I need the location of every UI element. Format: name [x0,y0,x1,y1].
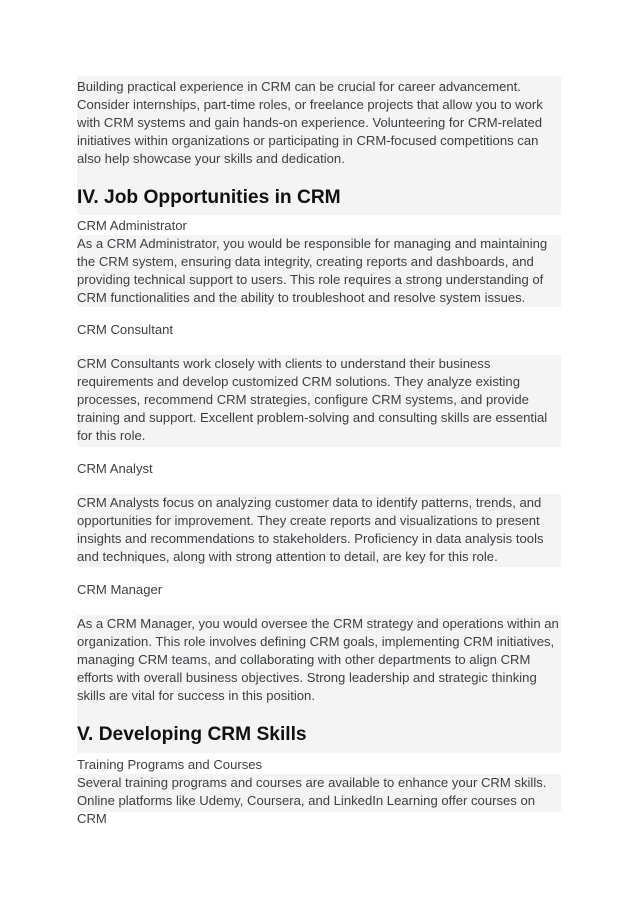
role-consultant-title-wrap [77,321,561,339]
role-manager-title-wrap [77,581,561,599]
section-v-heading: V. Developing CRM Skills [77,723,307,745]
role-analyst-title-wrap [77,460,561,478]
role-title: CRM Consultant [77,322,174,337]
role-administrator-title-wrap [77,217,561,235]
training-subheading: Training Programs and Courses [77,757,263,772]
role-description: CRM Consultants work closely with clients to understand their business requirements and develop customized CRM solutions. They analyze existing processes, recommend CRM strategies, configure CRM systems, and provide training and support. Excellent problem-solving and consulting skills are essential for this role. [77,356,548,443]
role-analyst-desc-block [77,494,561,567]
section-iv-heading: IV. Job Opportunities in CRM [77,186,341,208]
training-subheading-wrap [77,756,561,774]
role-description: CRM Analysts focus on analyzing customer data to identify patterns, trends, and opportunities for improvement. They create reports and visualizations to present insights and recommendations to stakeholders. Proficiency in data analysis tools and techniques, along with strong attention to detail, are key for this role. [77,495,544,564]
training-desc-block [77,774,561,826]
role-description: As a CRM Administrator, you would be responsible for managing and maintaining the CRM system, ensuring data integrity, creating reports and dashboards, and providing technical support to users. This role requires a strong understanding of CRM functionalities and the ability to troubleshoot and resolve system issues. [77,236,548,305]
role-description: As a CRM Manager, you would oversee the CRM strategy and operations within an organization. This role involves defining CRM goals, implementing CRM initiatives, managing CRM teams, and collaborating with other departments to align CRM efforts with overall business objectives. Strong leadership and strategic thinking skills are vital for success in this position. [77,616,559,703]
role-administrator-desc-block [77,235,561,307]
role-manager-desc-block [77,615,561,753]
experience-block [77,76,561,215]
experience-paragraph: Building practical experience in CRM can be crucial for career advancement. Consider internships, part-time roles, or freelance projects that allow you to work with CRM systems and gain hands-on experience. Volunteering for CRM-related initiatives within organizations or participating in CRM-focused competitions can also help showcase your skills and dedication. [77,79,543,166]
training-paragraph: Several training programs and courses are available to enhance your CRM skills. Online platforms like Udemy, Coursera, and LinkedIn Learning offer courses on CRM [77,775,547,826]
role-title: CRM Manager [77,582,163,597]
role-title: CRM Analyst [77,461,153,476]
role-consultant-desc-block [77,355,561,447]
role-title: CRM Administrator [77,218,187,233]
